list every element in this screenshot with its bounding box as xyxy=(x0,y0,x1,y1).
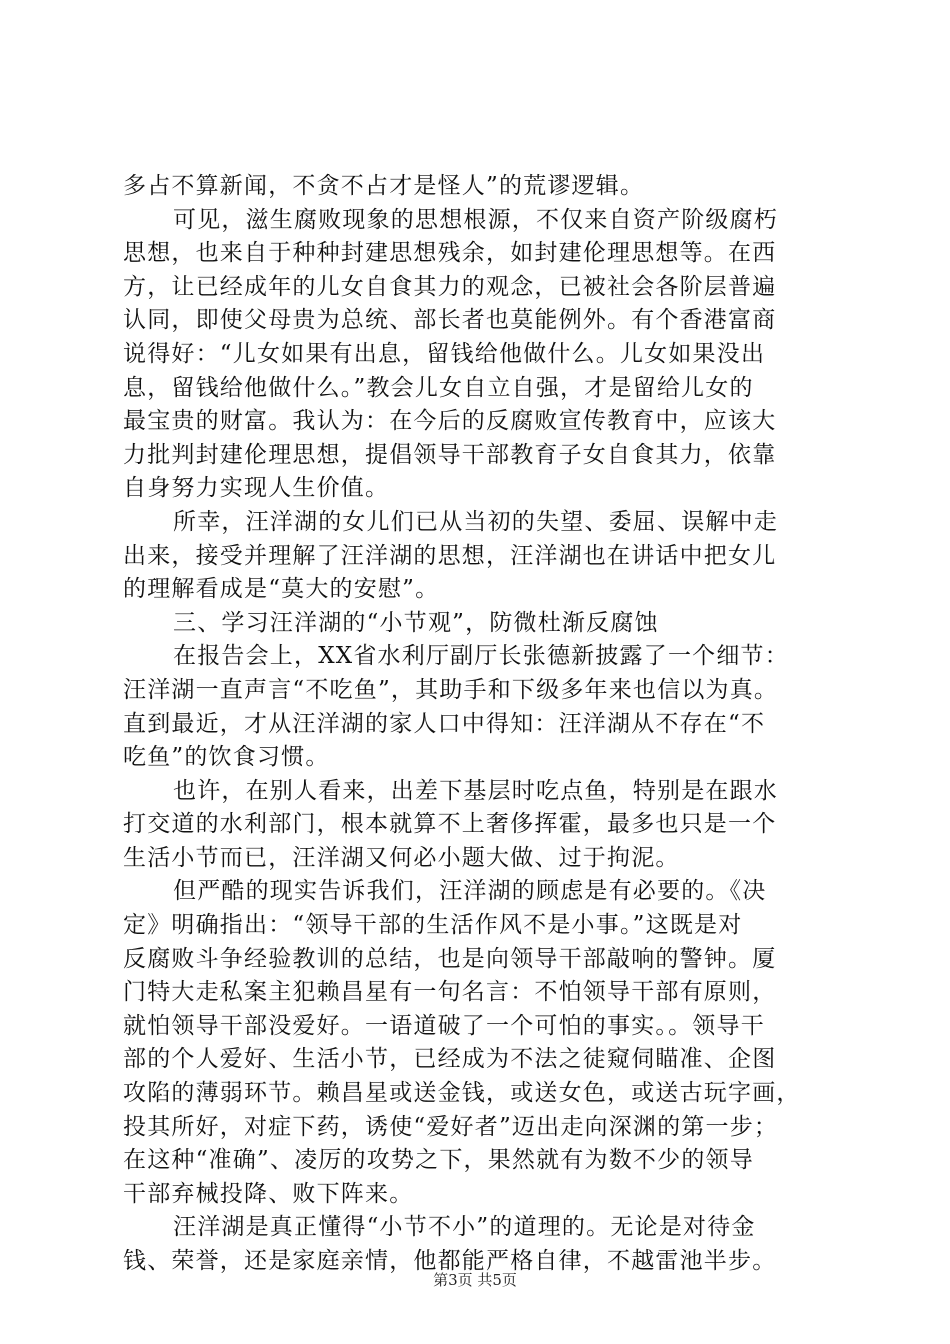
page-footer: 第3页 共5页 xyxy=(433,1271,517,1289)
text-line: 出来，接受并理解了汪洋湖的思想，汪洋湖也在讲话中把女儿 xyxy=(123,542,777,569)
text-line: 吃鱼”的饮食习惯。 xyxy=(123,744,330,771)
text-line: 力批判封建伦理思想，提倡领导干部教育子女自食其力，依靠 xyxy=(123,441,777,468)
text-line: 直到最近，才从汪洋湖的家人口中得知：汪洋湖从不存在“不 xyxy=(123,710,766,737)
text-line: 可见，滋生腐败现象的思想根源，不仅来自资产阶级腐朽 xyxy=(173,206,778,233)
text-line: 汪洋湖一直声言“不吃鱼”，其助手和下级多年来也信以为真。 xyxy=(123,676,779,703)
text-line: 投其所好，对症下药，诱使“爱好者”迈出走向深渊的第一步； xyxy=(123,1113,779,1140)
text-line: 打交道的水利部门，根本就算不上奢侈挥霍，最多也只是一个 xyxy=(123,811,777,838)
text-line: 三、学习汪洋湖的“小节观”，防微杜渐反腐蚀 xyxy=(173,609,659,636)
text-line: 部的个人爱好、生活小节，已经成为不法之徒窥伺瞄准、企图 xyxy=(123,1046,777,1073)
text-line: 干部弃械投降、败下阵来。 xyxy=(123,1180,414,1207)
text-line: 的理解看成是“莫大的安慰”。 xyxy=(123,576,440,603)
text-line: 汪洋湖是真正懂得“小节不小”的道理的。无论是对待金 xyxy=(173,1214,756,1241)
text-line: 认同，即使父母贵为总统、部长者也莫能例外。有个香港富商 xyxy=(123,307,777,334)
text-line: 自身努力实现人生价值。 xyxy=(123,475,390,502)
text-line: 定》明确指出：“领导干部的生活作风不是小事。”这既是对 xyxy=(123,912,743,939)
text-line: 生活小节而已，汪洋湖又何必小题大做、过于拘泥。 xyxy=(123,844,680,871)
text-line: 息，留钱给他做什么。”教会儿女自立自强，才是留给儿女的 xyxy=(123,374,754,401)
text-line: 多占不算新闻，不贪不占才是怪人”的荒谬逻辑。 xyxy=(123,173,645,199)
text-line: 但严酷的现实告诉我们，汪洋湖的顾虑是有必要的。《决 xyxy=(173,878,767,905)
text-line: 钱、荣誉，还是家庭亲情，他都能严格自律，不越雷池半步。 xyxy=(123,1248,777,1274)
text-line: 攻陷的薄弱环节。赖昌星或送金钱，或送女色，或送古玩字画， xyxy=(123,1080,801,1107)
text-line: 思想，也来自于种种封建思想残余，如封建伦理思想等。在西 xyxy=(123,240,777,267)
text-line: 也许，在别人看来，出差下基层时吃点鱼，特别是在跟水 xyxy=(173,777,778,804)
text-line: 说得好：“儿女如果有出息，留钱给他做什么。儿女如果没出 xyxy=(123,340,766,367)
text-line: 所幸，汪洋湖的女儿们已从当初的失望、委屈、误解中走 xyxy=(173,508,778,535)
text-line: 在这种“准确”、凌厉的攻势之下，果然就有为数不少的领导 xyxy=(123,1147,754,1174)
text-line: 反腐败斗争经验教训的总结，也是向领导干部敲响的警钟。厦 xyxy=(123,945,777,972)
text-line: 在报告会上，XX省水利厅副厅长张德新披露了一个细节： xyxy=(173,643,789,670)
text-line: 最宝贵的财富。我认为：在今后的反腐败宣传教育中，应该大 xyxy=(123,408,777,435)
document-body xyxy=(123,170,835,1279)
text-line: 就怕领导干部没爱好。一语道破了一个可怕的事实。。领导干 xyxy=(123,1012,765,1039)
text-line: 门特大走私案主犯赖昌星有一句名言：不怕领导干部有原则， xyxy=(123,979,777,1006)
text-line: 方，让已经成年的儿女自食其力的观念，已被社会各阶层普遍 xyxy=(123,273,777,300)
